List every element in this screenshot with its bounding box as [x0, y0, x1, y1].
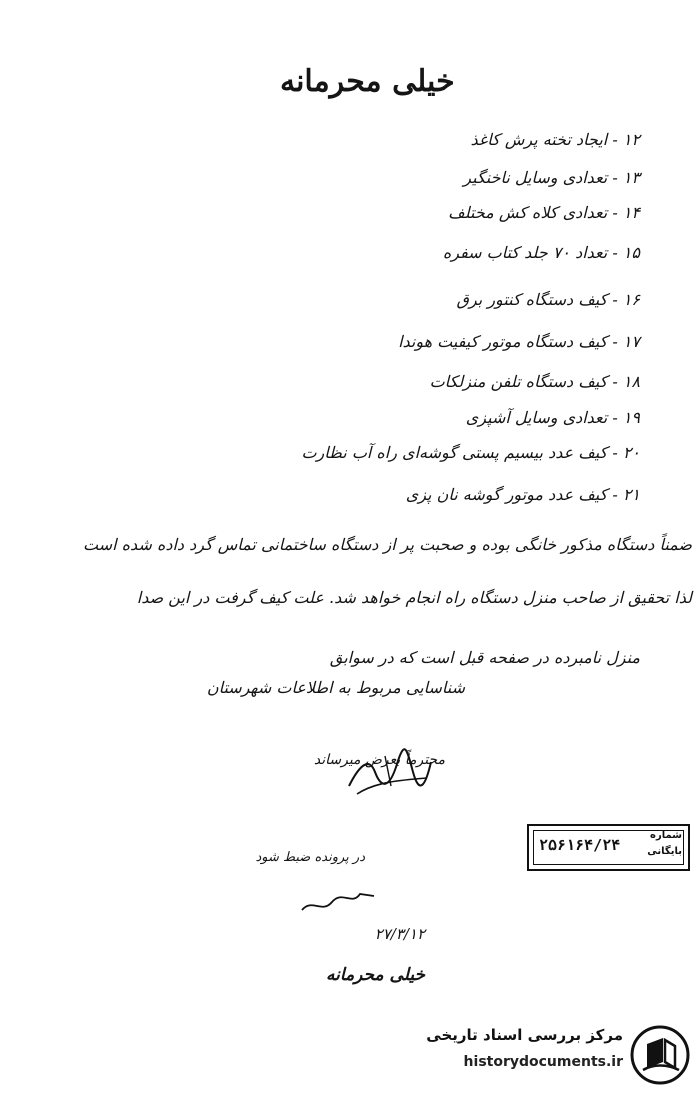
- stamp-label: شماره: [650, 830, 682, 841]
- note-line: منزل نامبرده در صفحه قبل است که در سوابق: [329, 648, 640, 667]
- handwritten-signature: [345, 742, 435, 802]
- list-item: ۱۵ - تعداد ۷۰ جلد کتاب سفره: [442, 243, 640, 262]
- signature-caption: محترماً بعرض میرساند: [313, 752, 445, 768]
- list-item: ۱۲ - ایجاد تخته پرش کاغذ: [470, 130, 640, 149]
- archive-logo-icon: [629, 1024, 691, 1086]
- margin-date: ۲۷/۳/۱۲: [374, 925, 425, 943]
- stamp-number: ۲۵۶۱۶۴/۲۴: [539, 836, 621, 854]
- body-paragraph-line: ضمناً دستگاه مذکور خانگی بوده و صحبت پر از دستگاه ساختمانی تماس گرد داده شده است: [83, 535, 692, 554]
- list-item: ۱۴ - تعدادی کلاه کش مختلف: [448, 203, 640, 222]
- footer-branding: [415, 1020, 695, 1092]
- note-line: شناسایی مربوط به اطلاعات شهرستان: [206, 678, 465, 697]
- margin-classification: خیلی محرمانه: [326, 965, 425, 985]
- document-title: خیلی محرمانه: [280, 64, 455, 99]
- list-item: ۱۶ - کیف دستگاه کنتور برق: [456, 290, 640, 309]
- margin-note: در پرونده ضبط شود: [255, 850, 365, 865]
- list-item: ۲۱ - کیف عدد موتور گوشه نان پزی: [405, 485, 640, 504]
- archive-stamp: [527, 824, 690, 871]
- list-item: ۲۰ - کیف عدد بیسیم پستی گوشه‌ای راه آب نظارت: [301, 443, 640, 462]
- list-item: ۱۹ - تعدادی وسایل آشپزی: [465, 408, 640, 427]
- list-item: ۱۳ - تعدادی وسایل ناخنگیر: [463, 168, 640, 187]
- footer-org-name: مرکز بررسی اسناد تاریخی: [426, 1026, 623, 1044]
- list-item: ۱۸ - کیف دستگاه تلفن منزلکات: [429, 372, 640, 391]
- margin-scribble: [300, 880, 380, 920]
- footer-url: historydocuments.ir: [463, 1054, 623, 1070]
- stamp-label: بایگانی: [647, 846, 682, 857]
- list-item: ۱۷ - کیف دستگاه موتور کیفیت هوندا: [398, 332, 640, 351]
- body-paragraph-line: لذا تحقیق از صاحب منزل دستگاه راه انجام خواهد شد. علت کیف گرفت در این صدا: [136, 588, 692, 607]
